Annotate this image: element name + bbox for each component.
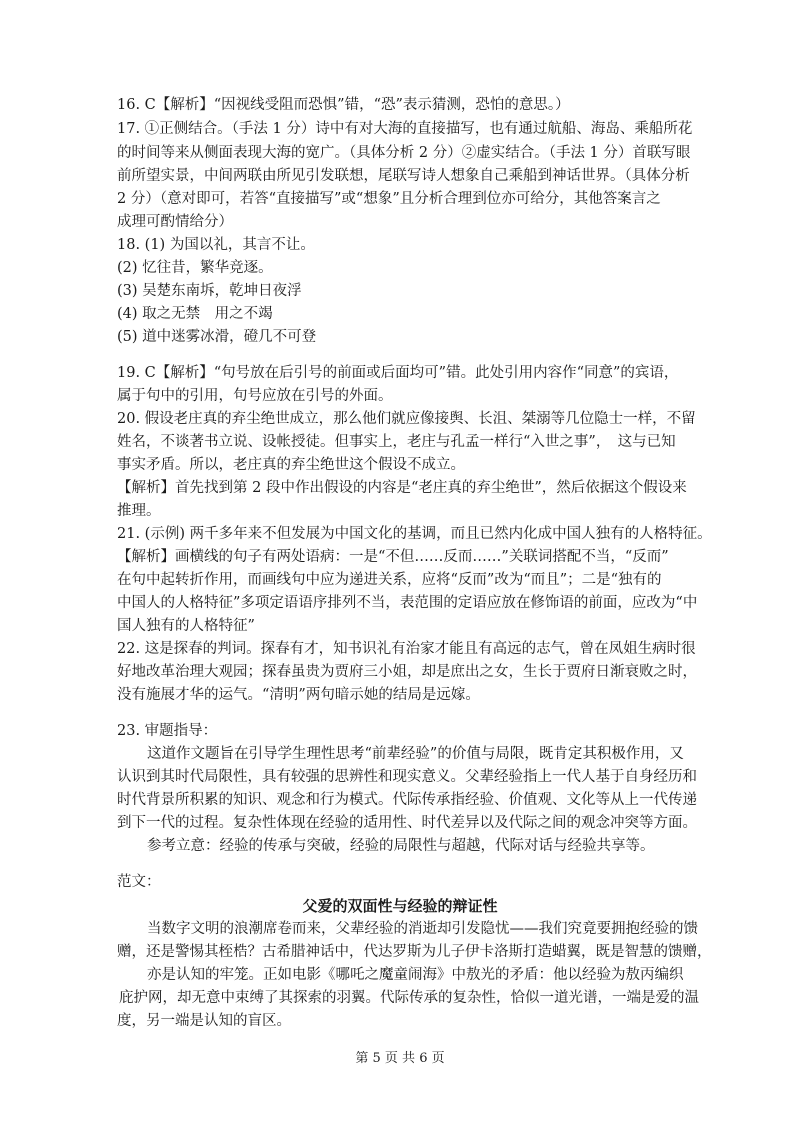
line-q18-3: (3) 吴楚东南坼，乾坤日夜浮: [117, 283, 302, 299]
line-q21-4: 中国人的人格特征”多项定语语序排列不当，表范围的定语应放在修饰语的前面，应改为“中: [117, 595, 698, 611]
sample-essay-label: 范文：: [117, 874, 161, 890]
line-q19-2: 属于句中的引用，句号应放在引号的外面。: [117, 388, 393, 404]
line-q21-5: 国人独有的人格特征”: [117, 618, 255, 634]
line-q17-1: 17. ①正侧结合。（手法 1 分）诗中有对大海的直接描写，也有通过航船、海岛、乘船所花: [117, 121, 693, 137]
line-q23-3: 时代背景所积累的知识、观念和行为模式。代际传承指经验、价值观、文化等从上一代传递: [117, 792, 697, 808]
line-q20-analysis-2: 推理。: [117, 503, 161, 519]
line-q22-2: 好地改革治理大观园；探春虽贵为贾府三小姐，却是庶出之女，生长于贾府日渐衰败之时，: [117, 664, 697, 680]
line-q20-1: 20. 假设老庄真的弃尘绝世成立，那么他们就应像接舆、长沮、桀溺等几位隐士一样，不留: [117, 411, 696, 427]
line-q21-1: 21. (示例) 两千多年来不但发展为中国文化的基调，而且已然内化成中国人独有的人格特征。: [117, 526, 712, 542]
line-q20-2: 姓名，不谈著书立说、设帐授徒。但事实上，老庄与孔孟一样行“入世之事”， 这与已知: [117, 434, 676, 450]
line-q20-analysis-1: 【解析】首先找到第 2 段中作出假设的内容是“老庄真的弃尘绝世”，然后依据这个假设来: [117, 480, 687, 496]
essay-line-2: 赠，还是警惕其桎梏？古希腊神话中，代达罗斯为儿子伊卡洛斯打造蜡翼，既是智慧的馈赠，: [117, 944, 712, 960]
line-q23-ideas: 参考立意：经验的传承与突破，经验的局限性与超越，代际对话与经验共享等。: [147, 838, 655, 854]
line-q23-4: 到下一代的过程。复杂性体现在经验的适用性、时代差异以及代际之间的观念冲突等方面。: [117, 815, 697, 831]
line-q22-1: 22. 这是探春的判词。探春有才，知书识礼有治家才能且有高远的志气，曾在凤姐生病时很: [117, 641, 696, 657]
line-q16: 16. C【解析】“因视线受阻而恐惧”错，“恐”表示猜测，恐怕的意思。）: [117, 97, 570, 113]
line-q21-2: 【解析】画横线的句子有两处语病：一是“不但……反而……”关联词搭配不当，“反而”: [117, 549, 669, 565]
page-footer: 第 5 页 共 6 页: [355, 1051, 445, 1066]
line-q23-heading: 23. 审题指导：: [117, 723, 218, 739]
line-q17-4: 2 分）（意对即可，若答“直接描写”或“想象”且分析合理到位亦可给分，其他答案言之: [117, 191, 661, 207]
line-q17-3: 前所望实景，中间两联由所见引发联想，尾联写诗人想象自己乘船到神话世界。（具体分析: [117, 168, 690, 184]
essay-title: 父爱的双面性与经验的辩证性: [302, 897, 498, 915]
line-q22-3: 没有施展才华的运气。“清明”两句暗示她的结局是远嫁。: [117, 687, 480, 703]
line-q19-1: 19. C【解析】“句号放在后引号的前面或后面均可”错。此处引用内容作“同意”的宾语，: [117, 365, 679, 381]
essay-line-5: 度，另一端是认知的盲区。: [117, 1013, 291, 1029]
line-q18-5: (5) 道中迷雾冰滑，磴几不可登: [117, 329, 317, 345]
line-q17-2: 的时间等来从侧面表现大海的宽广。（具体分析 2 分）②虚实结合。（手法 1 分）首联写眼: [117, 145, 691, 161]
line-q23-2: 认识到其时代局限性，具有较强的思辨性和现实意义。父辈经验指上一代人基于自身经历和: [117, 769, 697, 785]
line-q20-3: 事实矛盾。所以，老庄真的弃尘绝世这个假设不成立。: [117, 457, 465, 473]
essay-line-4: 庇护网，却无意中束缚了其探索的羽翼。代际传承的复杂性，恰似一道光谱，一端是爱的温: [119, 990, 699, 1006]
line-q21-3: 在句中起转折作用，而画线句中应为递进关系，应将“反而”改为“而且”；二是“独有的: [117, 572, 662, 588]
essay-line-3: 亦是认知的牢笼。正如电影《哪吒之魔童闹海》中敖光的矛盾：他以经验为敖丙编织: [147, 967, 684, 983]
line-q23-1: 这道作文题旨在引导学生理性思考“前辈经验”的价值与局限，既肯定其积极作用，又: [147, 746, 684, 762]
line-q17-5: 成理可酌情给分）: [117, 214, 233, 230]
essay-line-1: 当数字文明的浪潮席卷而来，父辈经验的消逝却引发隐忧——我们究竟要拥抱经验的馈: [147, 921, 698, 937]
line-q18-2: (2) 忆往昔，繁华竞逐。: [117, 260, 273, 276]
line-q18-4: (4) 取之无禁 用之不竭: [117, 306, 273, 322]
line-q18-1: 18. (1) 为国以礼，其言不让。: [117, 237, 315, 253]
